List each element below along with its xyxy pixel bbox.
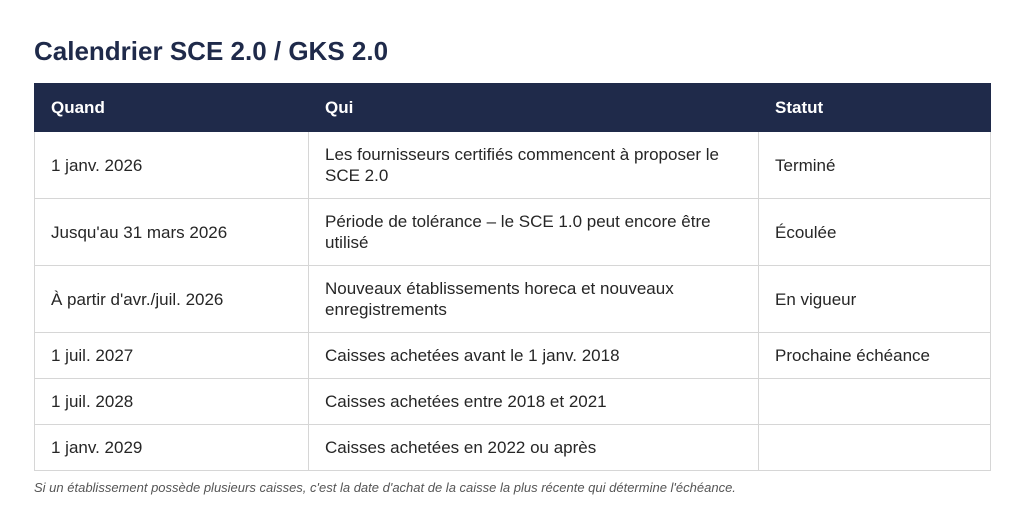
cell-quand: 1 juil. 2028 (35, 379, 309, 425)
cell-qui: Nouveaux établissements horeca et nouveaux enregistrements (309, 266, 759, 333)
cell-qui: Les fournisseurs certifiés commencent à proposer le SCE 2.0 (309, 132, 759, 199)
cell-quand: 1 janv. 2029 (35, 425, 309, 471)
page-title: Calendrier SCE 2.0 / GKS 2.0 (34, 36, 389, 66)
cell-qui: Période de tolérance – le SCE 1.0 peut encore être utilisé (309, 199, 759, 266)
table-row (35, 132, 991, 199)
table-row (35, 199, 991, 266)
table-row (35, 333, 991, 379)
cell-statut (759, 379, 991, 425)
cell-qui: Caisses achetées en 2022 ou après (309, 425, 759, 471)
table-header-row (35, 84, 991, 132)
cell-statut: Prochaine échéance (759, 333, 991, 379)
column-header-qui: Qui (309, 84, 759, 132)
cell-statut: En vigueur (759, 266, 991, 333)
cell-statut: Terminé (759, 132, 991, 199)
cell-quand: À partir d'avr./juil. 2026 (35, 266, 309, 333)
cell-qui: Caisses achetées avant le 1 janv. 2018 (309, 333, 759, 379)
column-header-statut: Statut (759, 84, 991, 132)
cell-quand: 1 juil. 2027 (35, 333, 309, 379)
footnote: Si un établissement possède plusieurs caisses, c'est la date d'achat de la caisse la plus récente qui détermine l'échéance. (34, 480, 736, 495)
table-row (35, 379, 991, 425)
table-row (35, 266, 991, 333)
cell-quand: Jusqu'au 31 mars 2026 (35, 199, 309, 266)
cell-qui: Caisses achetées entre 2018 et 2021 (309, 379, 759, 425)
column-header-quand: Quand (35, 84, 309, 132)
cell-quand: 1 janv. 2026 (35, 132, 309, 199)
cell-statut: Écoulée (759, 199, 991, 266)
cell-statut (759, 425, 991, 471)
schedule-table (34, 83, 991, 471)
table-row (35, 425, 991, 471)
